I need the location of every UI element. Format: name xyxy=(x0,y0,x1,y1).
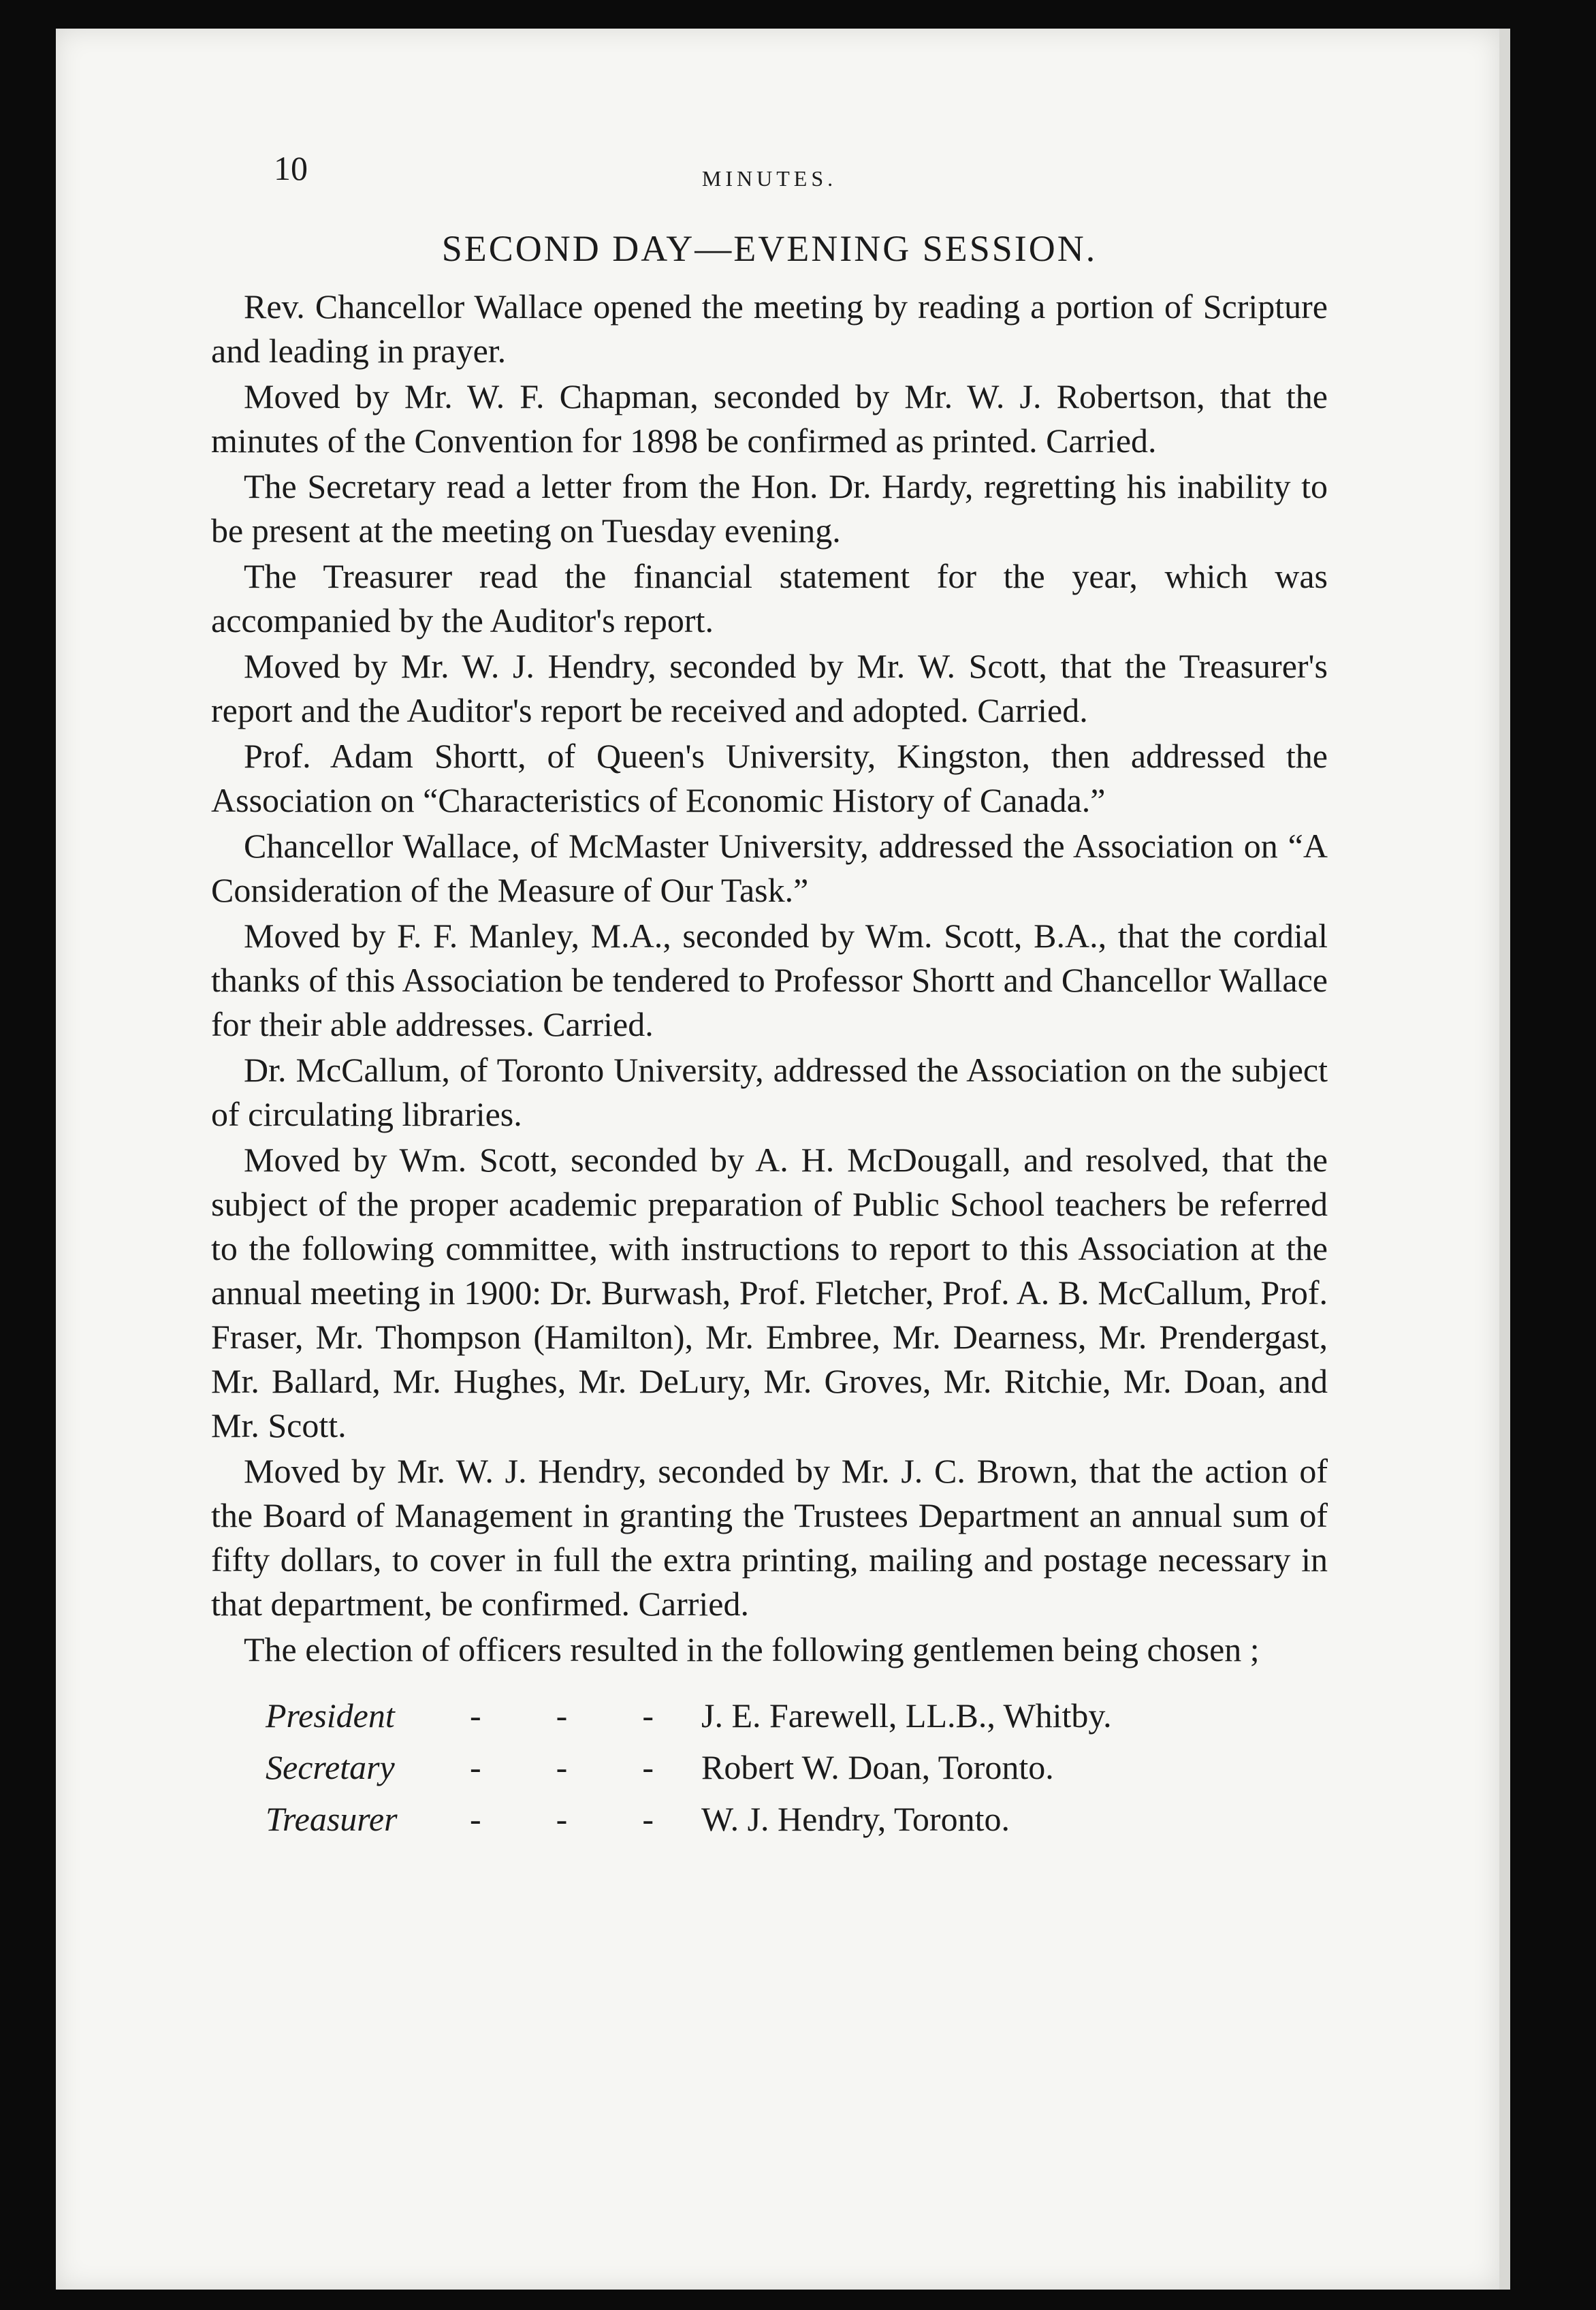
officer-dashes xyxy=(470,1690,701,1741)
officer-dashes xyxy=(470,1793,701,1845)
officer-dashes xyxy=(470,1741,701,1793)
dash: - xyxy=(642,1748,654,1786)
officer-row-treasurer xyxy=(266,1793,1328,1845)
page-number: 10 xyxy=(274,149,308,187)
officer-role: Treasurer xyxy=(266,1800,398,1838)
page-header xyxy=(211,143,1328,197)
dash: - xyxy=(642,1800,654,1838)
dash: - xyxy=(556,1696,568,1735)
paragraph-committee-motion: Moved by Wm. Scott, seconded by A. H. McDougall, and resolved, that the subject of the proper academic preparation of Public School teachers be referred to the following committee, with instructions to report to this Association at the annual meeting in 1900: Dr. Burwash, Prof. Fletcher, Prof. A. B. McCallum, Prof. Fraser, Mr. Thompson (Hamilton), Mr. Embree, Mr. Dearness, Mr. Prendergast, Mr. Ballard, Mr. Hughes, Mr. DeLury, Mr. Groves, Mr. Ritchie, Mr. Doan, and Mr. Scott. xyxy=(211,1141,1328,1444)
officers-list xyxy=(266,1690,1328,1845)
dash: - xyxy=(470,1800,481,1838)
dash: - xyxy=(470,1748,481,1786)
officer-name: Robert W. Doan, Toronto. xyxy=(701,1748,1054,1786)
dash: - xyxy=(642,1696,654,1735)
officer-row-president xyxy=(266,1690,1328,1741)
paragraph-trustees-motion: Moved by Mr. W. J. Hendry, seconded by Mr. J. C. Brown, that the action of the Board of Management in granting the Trustees Department an annual sum of fifty dollars, to cover in full the extra printing, mailing and postage necessary in that department, be confirmed. Carried. xyxy=(211,1452,1328,1623)
paragraph-thanks-motion: Moved by F. F. Manley, M.A., seconded by Wm. Scott, B.A., that the cordial thanks of this Association be tendered to Professor Shortt and Chancellor Wallace for their able addresses. Carried. xyxy=(211,917,1328,1043)
dash: - xyxy=(470,1696,481,1735)
paragraph-mccallum-address: Dr. McCallum, of Toronto University, addressed the Association on the subject of circulating libraries. xyxy=(211,1051,1328,1133)
paragraph-minutes-motion: Moved by Mr. W. F. Chapman, seconded by Mr. W. J. Robertson, that the minutes of the Convention for 1898 be confirmed as printed. Carried. xyxy=(211,377,1328,460)
running-head: MINUTES. xyxy=(701,166,837,191)
paragraph-wallace-address: Chancellor Wallace, of McMaster University, addressed the Association on “A Consideration of the Measure of Our Task.” xyxy=(211,827,1328,909)
page-edge xyxy=(1499,29,1510,2290)
officer-name: J. E. Farewell, LL.B., Whitby. xyxy=(701,1696,1112,1735)
officer-row-secretary xyxy=(266,1741,1328,1793)
paragraph-secretary-letter: The Secretary read a letter from the Hon. Dr. Hardy, regretting his inability to be present at the meeting on Tuesday evening. xyxy=(211,467,1328,550)
dash: - xyxy=(556,1748,568,1786)
paragraph-election: The election of officers resulted in the following gentlemen being chosen ; xyxy=(244,1630,1260,1668)
officer-role: President xyxy=(266,1696,395,1735)
paragraph-treasurer-statement: The Treasurer read the financial statement for the year, which was accompanied by the Auditor's report. xyxy=(211,557,1328,639)
paragraph-opening: Rev. Chancellor Wallace opened the meeting by reading a portion of Scripture and leading in prayer. xyxy=(211,287,1328,370)
paragraph-report-motion: Moved by Mr. W. J. Hendry, seconded by Mr. W. Scott, that the Treasurer's report and the Auditor's report be received and adopted. Carried. xyxy=(211,647,1328,729)
paragraph-shortt-address: Prof. Adam Shortt, of Queen's University, Kingston, then addressed the Association on “Characteristics of Economic History of Canada.” xyxy=(211,737,1328,819)
session-title: SECOND DAY—EVENING SESSION. xyxy=(441,228,1098,269)
page-content xyxy=(211,143,1328,1845)
officer-role: Secretary xyxy=(266,1748,395,1786)
officer-name: W. J. Hendry, Toronto. xyxy=(701,1800,1010,1838)
dash: - xyxy=(556,1800,568,1838)
